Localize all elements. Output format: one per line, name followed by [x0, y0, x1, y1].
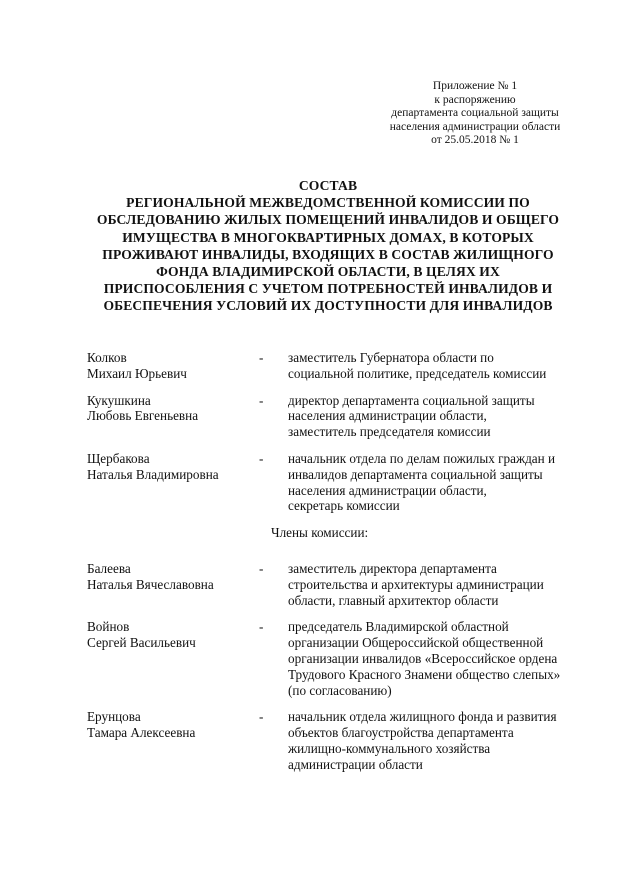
title-line: ИМУЩЕСТВА В МНОГОКВАРТИРНЫХ ДОМАХ, В КОТОРЫХ — [122, 229, 534, 245]
appendix-block — [370, 80, 580, 148]
member-row — [87, 709, 587, 772]
title-line: ПРИСПОСОБЛЕНИЯ С УЧЕТОМ ПОТРЕБНОСТЕЙ ИНВАЛИДОВ И — [103, 281, 553, 297]
members-heading: Члены комиссии: — [271, 525, 369, 541]
member-row — [87, 451, 587, 514]
title-line: ОБЕСПЕЧЕНИЯ УСЛОВИЙ ИХ ДОСТУПНОСТИ ДЛЯ ИНВАЛИДОВ — [103, 298, 553, 314]
member-given-name: Михаил Юрьевич — [87, 365, 187, 381]
member-role — [274, 619, 587, 698]
member-role — [274, 451, 587, 514]
member-surname: Балеева — [87, 560, 131, 576]
title-line: ОБСЛЕДОВАНИЮ ЖИЛЫХ ПОМЕЩЕНИЙ ИНВАЛИДОВ И ОБЩЕГО — [96, 212, 560, 228]
commission-list — [87, 350, 587, 784]
appendix-line: Приложение № 1 — [432, 80, 518, 92]
title-line: ПРОЖИВАЮТ ИНВАЛИДЫ, ВХОДЯЩИХ В СОСТАВ ЖИЛИЩНОГО — [102, 246, 554, 262]
member-given-name: Сергей Васильевич — [87, 635, 196, 651]
member-role — [274, 350, 587, 382]
member-name — [87, 709, 257, 772]
dash-separator: - — [259, 619, 264, 635]
appendix-line: населения администрации области — [389, 120, 561, 133]
member-surname: Колков — [87, 350, 127, 365]
member-surname: Щербакова — [87, 450, 150, 466]
role-line: строительства и архитектуры администрации — [288, 576, 544, 592]
appendix-line: департамента социальной защиты — [391, 107, 559, 120]
role-line: области, главный архитектор области — [288, 592, 499, 608]
role-line: заместитель директора департамента — [288, 560, 497, 576]
title-line: СОСТАВ — [298, 178, 358, 193]
role-line: администрации области — [288, 756, 423, 772]
role-line: заместитель Губернатора области по — [288, 350, 494, 365]
member-role — [274, 393, 587, 440]
role-line: директор департамента социальной защиты — [288, 392, 535, 408]
role-line: начальник отдела жилищного фонда и развития — [288, 709, 557, 725]
member-given-name: Наталья Вячеславовна — [87, 576, 214, 592]
dash-separator: - — [259, 392, 264, 408]
role-line: заместитель председателя комиссии — [288, 424, 491, 440]
member-given-name: Наталья Владимировна — [87, 466, 219, 482]
appendix-line: от 25.05.2018 № 1 — [431, 134, 519, 147]
role-line: организации инвалидов «Всероссийское ордена — [288, 650, 558, 666]
role-line: (по согласованию) — [288, 682, 392, 698]
title-line: ФОНДА ВЛАДИМИРСКОЙ ОБЛАСТИ, В ЦЕЛЯХ ИХ — [156, 264, 500, 280]
appendix-line: к распоряжению — [434, 93, 516, 106]
role-line: председатель Владимирской областной — [288, 619, 509, 635]
role-line: жилищно-коммунального хозяйства — [288, 740, 491, 756]
role-line: инвалидов департамента социальной защиты — [288, 466, 543, 482]
dash-separator: - — [259, 350, 264, 365]
member-row — [87, 393, 587, 440]
dash-separator: - — [259, 450, 264, 466]
member-surname: Кукушкина — [87, 392, 151, 408]
member-given-name: Любовь Евгеньевна — [87, 408, 199, 424]
role-line: объектов благоустройства департамента — [288, 725, 514, 741]
title-line: РЕГИОНАЛЬНОЙ МЕЖВЕДОМСТВЕННОЙ КОМИССИИ ПО — [126, 195, 530, 211]
dash-separator: - — [259, 560, 264, 576]
member-name — [87, 350, 257, 382]
role-line: организации Общероссийской общественной — [288, 635, 544, 651]
member-role — [274, 561, 587, 608]
role-line: начальник отдела по делам пожилых граждан и — [288, 450, 556, 466]
member-given-name: Тамара Алексеевна — [87, 725, 196, 741]
document-title — [68, 177, 588, 315]
member-row — [87, 561, 587, 608]
role-line: социальной политике, председатель комиссии — [288, 365, 547, 381]
member-name — [87, 561, 257, 608]
member-role — [274, 709, 587, 772]
role-line: населения администрации области, — [288, 408, 487, 424]
dash-separator: - — [259, 709, 264, 725]
member-row — [87, 619, 587, 698]
member-row — [87, 350, 587, 382]
member-surname: Ерунцова — [87, 709, 141, 725]
role-line: населения администрации области, — [288, 482, 487, 498]
member-surname: Войнов — [87, 619, 130, 635]
member-name — [87, 451, 257, 514]
member-name — [87, 393, 257, 440]
member-name — [87, 619, 257, 698]
role-line: секретарь комиссии — [288, 498, 400, 514]
role-line: Трудового Красного Знамени общество слепых» — [288, 666, 561, 682]
